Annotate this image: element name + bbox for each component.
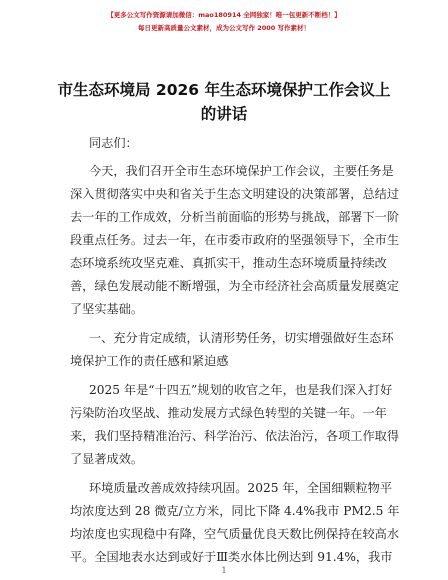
promo-banner-line-1: 【更多公文写作资源请加微信：mao180914 全网独家！唯一包更新不断档！】 xyxy=(107,11,341,19)
body-line: 平。全国地表水达到或好于Ⅲ类水体比例达到 91.4%，我市 xyxy=(70,550,393,564)
body-line: 善，绿色发展动能不断增强，为全市经济社会高质量发展奠定 xyxy=(70,279,400,293)
title-line-1: 市生态环境局 2026 年生态环境保护工作会议上 xyxy=(57,81,391,99)
body-line: 均浓度也实现稳中有降，空气质量优良天数比例保持在较高水 xyxy=(70,527,400,541)
body-line: 深入贯彻落实中央和省关于生态文明建设的决策部署，总结过 xyxy=(70,187,400,201)
page-number: 1 xyxy=(221,566,227,575)
document-title xyxy=(30,78,418,126)
body-line: 2025 年是“十四五”规划的收官之年，也是我们深入打好 xyxy=(89,383,393,397)
body-line: 今天，我们召开全市生态环境保护工作会议，主要任务是 xyxy=(89,164,394,178)
body-line: 去一年的工作成效，分析当前面临的形势与挑战，部署下一阶 xyxy=(70,210,400,224)
section-heading-line: 一、充分肯定成绩，认清形势任务，切实增强做好生态环 xyxy=(89,331,394,345)
section-heading-line: 境保护工作的责任感和紧迫感 xyxy=(70,354,229,368)
body-line: 了显著成效。 xyxy=(70,452,144,466)
body-line: 来，我们坚持精准治污、科学治污、依法治污，各项工作取得 xyxy=(70,429,400,443)
title-line-2: 的讲话 xyxy=(200,105,248,123)
body-line: 了坚实基础。 xyxy=(70,302,144,316)
body-line: 污染防治攻坚战、推动发展方式绿色转型的关键一年。一年 xyxy=(70,406,387,420)
body-line: 段重点任务。过去一年，在市委市政府的坚强领导下，全市生 xyxy=(70,233,400,247)
body-line: 态环境系统攻坚克难、真抓实干，推动生态环境质量持续改 xyxy=(70,256,387,270)
body-line: 环境质量改善成效持续巩固。2025 年，全国细颗粒物平 xyxy=(89,481,393,495)
body-line: 均浓度达到 28 微克/立方米，同比下降 4.4%我市 PM2.5 年 xyxy=(70,504,400,518)
promo-banner-line-2: 每日更新高质量公文素材，成为公文写作 2000 写作素材！ xyxy=(137,24,311,32)
salutation: 同志们： xyxy=(89,136,138,150)
